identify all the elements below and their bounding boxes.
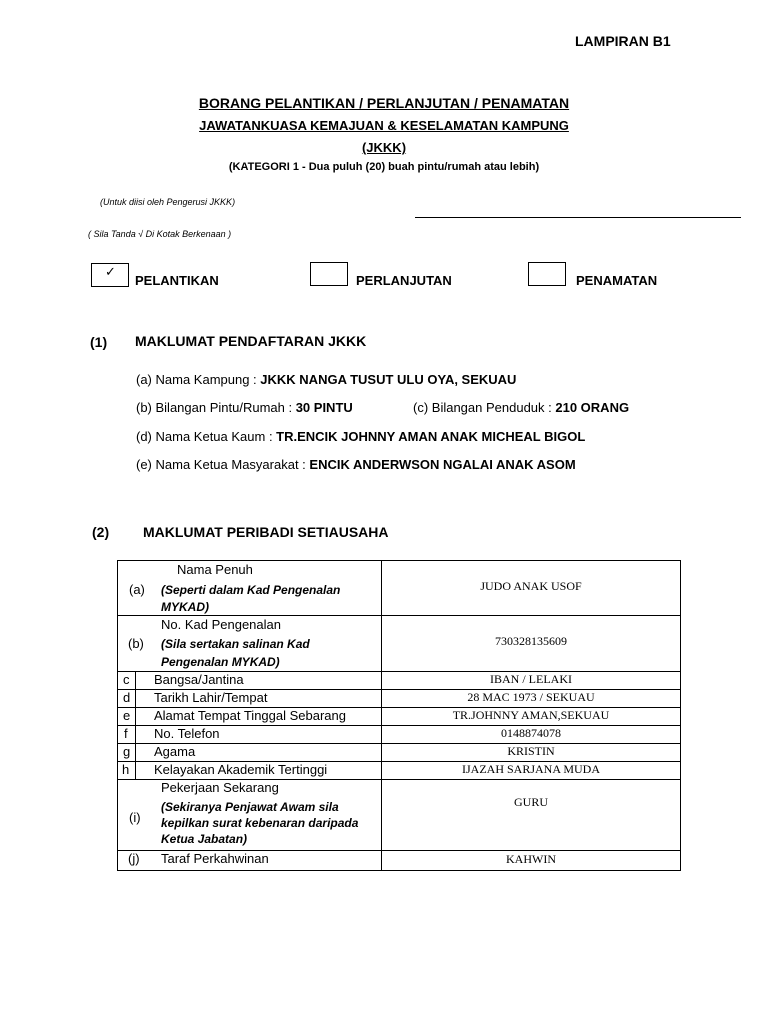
form-title: BORANG PELANTIKAN / PERLANJUTAN / PENAMATAN [198,95,570,111]
field-value: 210 ORANG [555,400,630,415]
secretary-info-table [117,560,681,871]
option-label-perlanjutan: PERLANJUTAN [356,273,452,288]
checkbox-penamatan[interactable] [528,262,566,286]
check-mark-icon: ✓ [105,265,116,280]
row-index: (j) [128,851,140,866]
form-category [0,161,768,173]
row-index: c [123,672,130,687]
section-1-number: (1) [90,334,108,350]
checkbox-perlanjutan[interactable] [310,262,348,286]
row-index: d [123,690,131,705]
field-label: (e) Nama Ketua Masyarakat : [136,457,310,472]
row-sublabel: (Seperti dalam Kad Pengenalan MYKAD) [161,583,341,614]
row-value: IJAZAH SARJANA MUDA [461,762,600,776]
section-2-title: MAKLUMAT PERIBADI SETIAUSAHA [143,524,389,540]
row-index: e [123,708,131,723]
row-value: GURU [513,795,548,809]
tick-hint-note: ( Sila Tanda √ Di Kotak Berkenaan ) [88,229,232,239]
form-acronym: (JKKK) [361,140,407,155]
field-value: 30 PINTU [295,400,353,415]
row-label: Tarikh Lahir/Tempat [154,690,268,705]
row-value: 730328135609 [495,634,567,648]
field-value: ENCIK ANDERWSON NGALAI ANAK ASOM [309,457,576,472]
row-label: Agama [154,744,196,759]
row-label: Pekerjaan Sekarang [161,780,279,795]
option-label-penamatan: PENAMATAN [576,273,658,288]
row-value: KRISTIN [507,744,555,758]
row-label: Alamat Tempat Tinggal Sebarang [154,708,346,723]
row-sublabel: (Sekiranya Penjawat Awam sila kepilkan surat kebenaran daripada Ketua Jabatan) [161,800,359,846]
row-value: IBAN / LELAKI [490,672,572,686]
row-index: h [122,762,130,777]
checkbox-pelantikan[interactable] [91,263,129,287]
divider-line [415,217,741,218]
row-index: f [124,726,128,741]
row-label: Taraf Perkahwinan [161,851,269,866]
section-1-title: MAKLUMAT PENDAFTARAN JKKK [135,333,367,349]
field-value: JKKK NANGA TUSUT ULU OYA, SEKUAU [260,372,517,387]
row-label: Kelayakan Akademik Tertinggi [154,762,328,777]
row-index: g [123,744,131,759]
appendix-label: LAMPIRAN B1 [575,33,671,49]
field-label: (c) Bilangan Penduduk : [413,400,556,415]
field-nama-kampung [136,372,516,387]
row-value: 0148874078 [501,726,561,740]
field-label: (d) Nama Ketua Kaum : [136,429,277,444]
category-text: - Dua puluh (20) buah pintu/rumah atau lebih) [298,161,540,173]
row-value: KAHWIN [506,852,556,866]
row-value: TR.JOHNNY AMAN,SEKUAU [452,708,610,722]
field-label: (b) Bilangan Pintu/Rumah : [136,400,296,415]
section-2-number: (2) [92,524,110,540]
fill-by-note: (Untuk diisi oleh Pengerusi JKKK) [100,197,236,207]
row-index: (a) [129,582,145,597]
row-value: 28 MAC 1973 / SEKUAU [467,690,595,704]
field-value: TR.ENCIK JOHNNY AMAN ANAK MICHEAL BIGOL [276,429,586,444]
field-bilangan-pintu [136,400,353,415]
field-bilangan-penduduk [413,400,629,415]
row-label: Bangsa/Jantina [154,672,244,687]
form-subtitle: JAWATANKUASA KEMAJUAN & KESELAMATAN KAMPUNG [199,118,569,133]
field-label: (a) Nama Kampung : [136,372,261,387]
row-index: (i) [129,810,141,825]
category-prefix: (KATEGORI 1 [228,161,299,173]
row-sublabel: (Sila sertakan salinan Kad Pengenalan MYKAD) [161,637,310,669]
row-index: (b) [128,636,144,651]
field-ketua-masyarakat [136,457,576,472]
field-ketua-kaum [136,429,585,444]
option-label-pelantikan: PELANTIKAN [135,273,219,288]
row-value: JUDO ANAK USOF [480,579,582,593]
row-label: Nama Penuh [177,562,253,577]
row-label: No. Telefon [154,726,220,741]
row-label: No. Kad Pengenalan [161,617,281,632]
